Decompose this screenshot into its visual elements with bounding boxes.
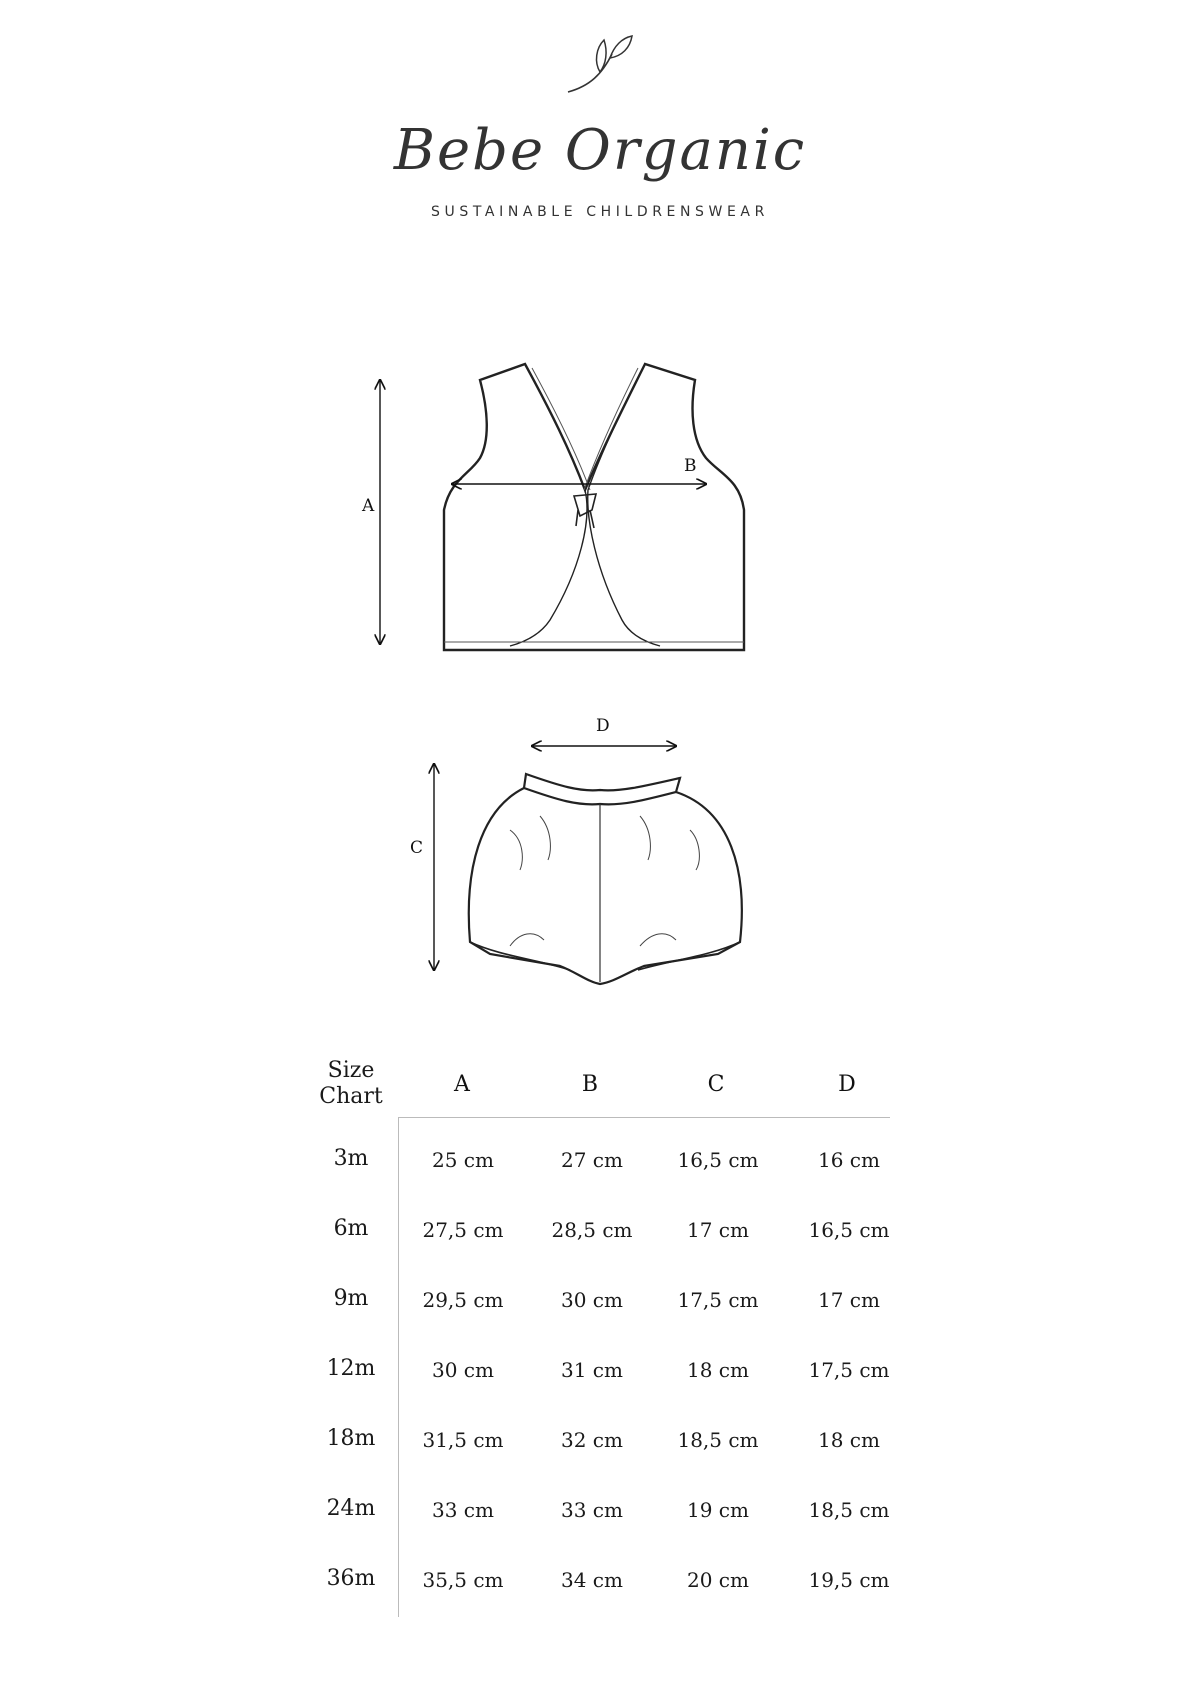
row-size-12m: 12m — [326, 1356, 376, 1381]
brand-name: Bebe Organic — [393, 118, 807, 183]
vest-width-label: B — [684, 456, 697, 476]
cell-9m-a: 29,5 cm — [422, 1288, 504, 1312]
cell-12m-b: 31 cm — [561, 1358, 623, 1382]
cell-6m-a: 27,5 cm — [422, 1218, 504, 1242]
size-chart-title-line2: Chart — [319, 1084, 383, 1109]
size-chart-title — [296, 1058, 406, 1110]
cell-3m-c: 16,5 cm — [677, 1148, 759, 1172]
row-size-9m: 9m — [333, 1286, 369, 1311]
cell-9m-c: 17,5 cm — [677, 1288, 759, 1312]
bloomers-diagram — [400, 720, 780, 1010]
vest-height-label: A — [362, 496, 375, 516]
row-size-24m: 24m — [326, 1496, 376, 1521]
cell-24m-a: 33 cm — [432, 1498, 494, 1522]
row-size-18m: 18m — [326, 1426, 376, 1451]
cell-12m-a: 30 cm — [432, 1358, 494, 1382]
cell-24m-d: 18,5 cm — [808, 1498, 890, 1522]
cell-18m-d: 18 cm — [818, 1428, 880, 1452]
leaf-sprig-icon — [560, 24, 640, 100]
cell-12m-c: 18 cm — [687, 1358, 749, 1382]
header-divider — [398, 1117, 890, 1118]
cell-24m-c: 19 cm — [687, 1498, 749, 1522]
column-header-d: D — [838, 1072, 856, 1097]
cell-18m-a: 31,5 cm — [422, 1428, 504, 1452]
cell-3m-d: 16 cm — [818, 1148, 880, 1172]
cell-3m-a: 25 cm — [432, 1148, 494, 1172]
cell-24m-b: 33 cm — [561, 1498, 623, 1522]
column-header-b: B — [581, 1072, 599, 1097]
brand-tagline: SUSTAINABLE CHILDRENSWEAR — [431, 204, 769, 220]
cell-9m-b: 30 cm — [561, 1288, 623, 1312]
cell-6m-c: 17 cm — [687, 1218, 749, 1242]
bloomers-width-label: D — [596, 716, 610, 736]
row-size-36m: 36m — [326, 1566, 376, 1591]
bloomers-height-label: C — [410, 838, 424, 858]
cell-18m-b: 32 cm — [561, 1428, 623, 1452]
cell-6m-d: 16,5 cm — [808, 1218, 890, 1242]
column-header-c: C — [707, 1072, 725, 1097]
size-chart-title-line1: Size — [327, 1058, 375, 1083]
cell-18m-c: 18,5 cm — [677, 1428, 759, 1452]
row-size-6m: 6m — [333, 1216, 369, 1241]
column-header-a: A — [454, 1072, 470, 1097]
cell-3m-b: 27 cm — [561, 1148, 623, 1172]
cell-36m-d: 19,5 cm — [808, 1568, 890, 1592]
cell-36m-c: 20 cm — [687, 1568, 749, 1592]
cell-36m-b: 34 cm — [561, 1568, 623, 1592]
cell-6m-b: 28,5 cm — [551, 1218, 633, 1242]
cell-9m-d: 17 cm — [818, 1288, 880, 1312]
cell-12m-d: 17,5 cm — [808, 1358, 890, 1382]
cell-36m-a: 35,5 cm — [422, 1568, 504, 1592]
row-size-3m: 3m — [333, 1146, 369, 1171]
vest-diagram — [340, 350, 780, 670]
